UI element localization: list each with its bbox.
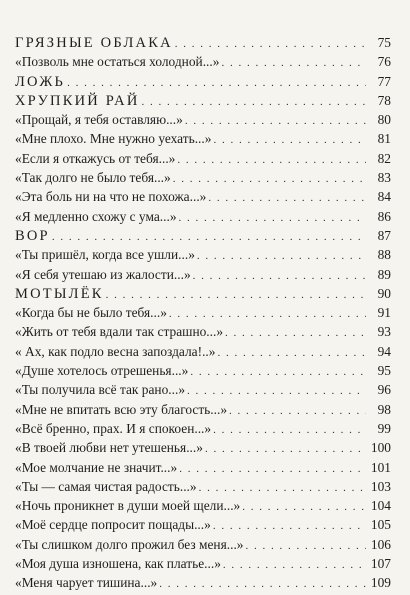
toc-entry-title: ВОР xyxy=(15,227,50,244)
toc-entry-title: «Прощай, я тебя оставляю...» xyxy=(15,112,183,128)
toc-entry-page-number: 104 xyxy=(370,498,391,514)
toc-entry xyxy=(15,477,391,496)
toc-entry xyxy=(15,554,391,573)
toc-entry-title: «Меня чарует тишина...» xyxy=(15,575,158,591)
toc-entry-title: «Моё сердце попросит пощады...» xyxy=(15,517,211,533)
toc-entry xyxy=(15,303,391,322)
toc-entry-page-number: 94 xyxy=(377,343,391,359)
toc-entry xyxy=(15,129,391,148)
toc-entry-title: «Ты пришёл, когда все ушли...» xyxy=(15,247,195,263)
toc-entry-title: ЛОЖЬ xyxy=(15,73,66,90)
toc-entry xyxy=(15,187,391,206)
dot-leader xyxy=(159,575,366,594)
toc-entry-page-number: 88 xyxy=(377,247,391,263)
toc-entry-title: «Жить от тебя вдали так страшно...» xyxy=(15,324,224,340)
toc-entry xyxy=(15,52,391,71)
toc-entry xyxy=(15,168,391,187)
toc-entry-page-number: 95 xyxy=(377,363,391,379)
toc-entry xyxy=(15,438,391,457)
toc-entry-page-number: 91 xyxy=(377,305,391,321)
toc-entry-title: ГРЯЗНЫЕ ОБЛАКА xyxy=(15,35,173,51)
toc-entry-page-number: 81 xyxy=(377,131,391,147)
toc-entry-title: МОТЫЛЁК xyxy=(15,285,104,302)
toc-entry-page-number: 76 xyxy=(377,54,391,70)
toc-entry xyxy=(15,400,391,419)
toc-entry xyxy=(15,110,391,129)
toc-entry-page-number: 96 xyxy=(377,382,391,398)
toc-entry xyxy=(15,535,391,554)
toc-entry-page-number: 100 xyxy=(370,440,391,456)
toc-entry xyxy=(15,342,391,361)
toc-entry-page-number: 83 xyxy=(377,170,391,186)
toc-entry-title: «Мое молчание не значит...» xyxy=(15,459,178,475)
toc-entry-title: ХРУПКИЙ РАЙ xyxy=(15,92,140,109)
toc-entry-title: «Если я откажусь от тебя...» xyxy=(15,150,176,166)
toc-entry xyxy=(15,419,391,438)
toc-entry-page-number: 109 xyxy=(370,575,391,591)
toc-entry-title: «Позволь мне остаться холодной...» xyxy=(15,54,220,70)
toc-entry-page-number: 89 xyxy=(377,266,391,282)
toc-section-entry xyxy=(15,72,391,91)
toc-entry-page-number: 99 xyxy=(377,420,391,436)
toc-entry-page-number: 75 xyxy=(377,35,391,50)
toc-section-entry xyxy=(15,91,391,110)
toc-entry-title: «Всё бренно, прах. И я спокоен...» xyxy=(15,420,212,436)
toc-entry-title: «Ты — самая чистая радость...» xyxy=(15,478,197,494)
toc-section-entry xyxy=(15,284,391,303)
toc-entry xyxy=(15,149,391,168)
toc-section-entry xyxy=(15,226,391,245)
toc-entry-title: «Эта боль ни на что не похожа...» xyxy=(15,189,207,205)
toc-entry-title: «Ты получила всё так рано...» xyxy=(15,382,186,398)
toc-entry-title: «Я себя утешаю из жалости...» xyxy=(15,266,191,282)
toc-entry-page-number: 105 xyxy=(370,517,391,533)
toc-entry-title: «Мне плохо. Мне нужно уехать...» xyxy=(15,131,212,147)
toc-entry-title: «В твоей любви нет утешенья...» xyxy=(15,440,203,456)
toc-entry-page-number: 84 xyxy=(377,189,391,205)
toc-entry xyxy=(15,573,391,592)
toc-entry-page-number: 78 xyxy=(377,92,391,108)
toc-entry-page-number: 80 xyxy=(377,112,391,128)
toc-entry xyxy=(15,361,391,380)
toc-entry-page-number: 106 xyxy=(370,536,391,552)
toc-section-entry xyxy=(15,33,391,52)
toc-entry-page-number: 82 xyxy=(377,150,391,166)
toc-entry-page-number: 103 xyxy=(370,478,391,494)
toc-entry-page-number: 101 xyxy=(370,459,391,475)
toc-entry-title: «Душе хотелось отрешенья...» xyxy=(15,363,189,379)
toc-entry-page-number: 86 xyxy=(377,208,391,224)
toc-entry-title: «Так долго не было тебя...» xyxy=(15,170,171,186)
toc-entry-title: «Ты слишком долго прожил без меня...» xyxy=(15,536,244,552)
toc-entry-page-number: 87 xyxy=(377,227,391,243)
toc-entry xyxy=(15,496,391,515)
toc-entry-page-number: 107 xyxy=(370,556,391,572)
toc-entry-title: « Ах, как подло весна запоздала!..» xyxy=(15,343,216,359)
toc-entry-title: «Когда бы не было тебя...» xyxy=(15,305,167,321)
toc-entry-title: «Ночь проникнет в души моей щели...» xyxy=(15,498,241,514)
toc-entry xyxy=(15,265,391,284)
toc-entry xyxy=(15,458,391,477)
toc-entry-title: «Мне не впитать всю эту благость...» xyxy=(15,401,228,417)
toc-entry-title: «Моя душа изношена, как платье...» xyxy=(15,556,221,572)
toc-entry-page-number: 93 xyxy=(377,324,391,340)
toc-entry xyxy=(15,380,391,399)
toc-entry xyxy=(15,515,391,534)
toc-entry-page-number: 77 xyxy=(377,73,391,89)
toc-entry xyxy=(15,245,391,264)
toc-entry xyxy=(15,207,391,226)
table-of-contents xyxy=(15,33,391,593)
toc-entry-title: «Я медленно схожу с ума...» xyxy=(15,208,177,224)
toc-entry-page-number: 98 xyxy=(377,401,391,417)
toc-entry xyxy=(15,322,391,341)
toc-entry-page-number: 90 xyxy=(377,285,391,301)
